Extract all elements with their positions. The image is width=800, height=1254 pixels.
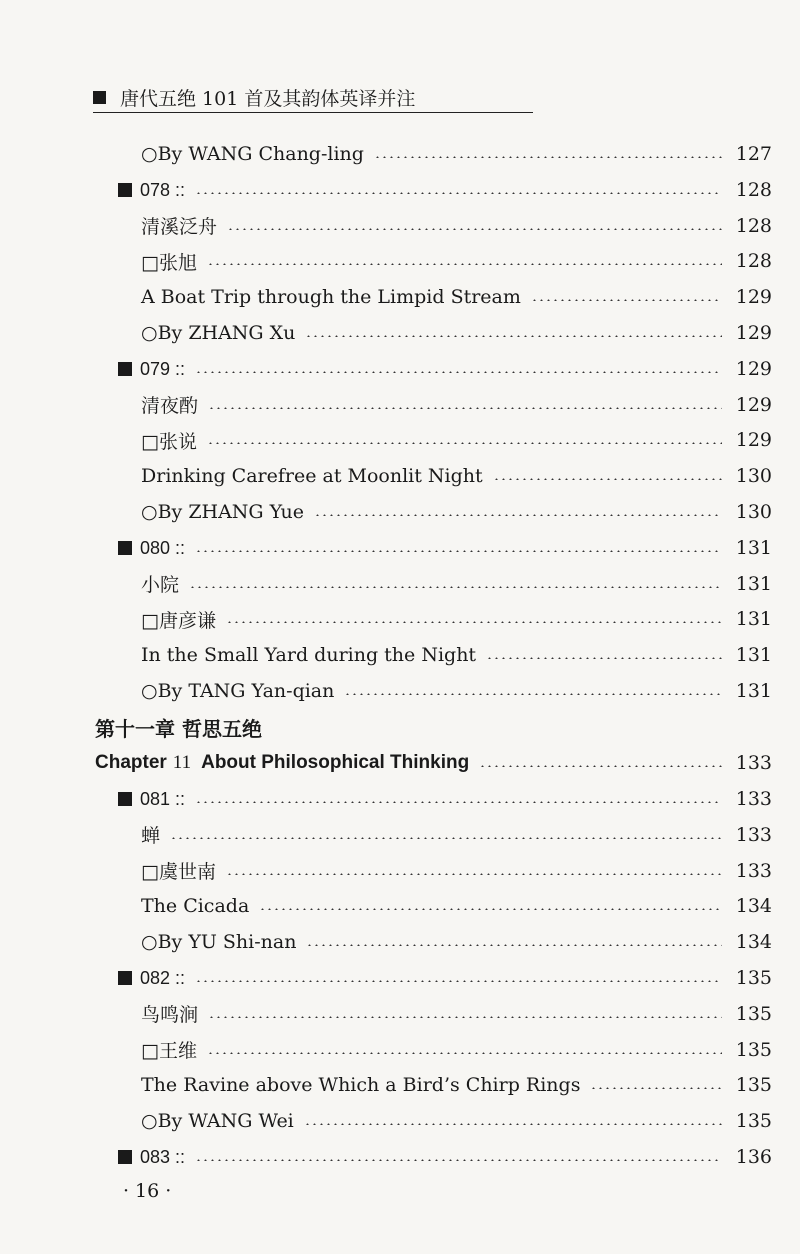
page-number: 128	[735, 178, 772, 201]
toc-entry-label: Drinking Carefree at Moonlit Night	[141, 465, 483, 488]
page-number: 130	[735, 501, 772, 523]
toc-entry-label: 078 ::	[118, 179, 185, 201]
toc-entry-label: ○By ZHANG Xu	[141, 322, 296, 344]
dot-leader	[374, 156, 722, 158]
dot-leader	[304, 1123, 722, 1125]
page-number: 134	[735, 931, 772, 954]
page-number: 136	[735, 1146, 772, 1168]
dot-leader	[259, 908, 722, 910]
toc-entry-label: ○By TANG Yan-qian	[141, 680, 335, 702]
toc-entry-label: 079 ::	[118, 358, 185, 380]
dot-leader	[170, 837, 722, 839]
page-number: 128	[735, 214, 772, 237]
toc-entry-label: ○By YU Shi-nan	[141, 931, 297, 954]
dot-leader	[207, 1052, 722, 1054]
toc-entry-label: 蝉	[141, 825, 161, 848]
dot-leader	[314, 514, 722, 516]
dot-leader	[195, 980, 722, 982]
toc-entry[interactable]	[141, 568, 772, 600]
toc-entry[interactable]	[141, 998, 772, 1030]
toc-entry[interactable]	[141, 281, 772, 313]
chapter-title-en: Chapter 11 About Philosophical Thinking	[95, 752, 470, 773]
toc-entry-label: 080 ::	[118, 537, 185, 559]
page-number: 131	[735, 536, 772, 559]
page-number: 133	[735, 788, 772, 810]
page-number: 135	[735, 967, 772, 989]
square-bullet-icon	[118, 183, 132, 197]
dot-leader	[195, 801, 722, 803]
toc-entry[interactable]	[141, 317, 772, 349]
toc-entry[interactable]	[141, 855, 772, 887]
toc-entry-number[interactable]	[118, 532, 772, 564]
square-bullet-icon	[118, 971, 132, 985]
page-number: 129	[735, 429, 772, 452]
toc-entry[interactable]	[141, 926, 772, 958]
dot-leader	[344, 693, 722, 695]
toc-entry-label: The Ravine above Which a Bird’s Chirp Rings	[141, 1074, 581, 1097]
toc-entry-label: □张说	[141, 430, 197, 453]
page-number: 129	[735, 357, 772, 380]
dot-leader	[195, 1159, 722, 1161]
page-number: 133	[735, 752, 772, 774]
footer-page-number: 16	[135, 1180, 160, 1202]
toc-entry-label: ○By ZHANG Yue	[141, 501, 305, 523]
toc-entry[interactable]	[141, 603, 772, 635]
running-header	[93, 82, 533, 113]
dot-leader	[531, 299, 722, 301]
toc-entry[interactable]	[141, 210, 772, 242]
square-bullet-icon	[118, 541, 132, 555]
page-footer: · 16 ·	[123, 1180, 172, 1202]
dot-leader	[208, 407, 722, 409]
dot-leader	[479, 765, 722, 767]
dot-leader	[189, 586, 722, 588]
page-number: 135	[735, 1074, 772, 1097]
page-number: 130	[735, 465, 772, 488]
dot-leader	[486, 657, 722, 659]
chapter-title-cn: 第十一章 哲思五绝	[95, 717, 262, 741]
toc-entry-label: 081 ::	[118, 788, 185, 810]
toc-entry-label: A Boat Trip through the Limpid Stream	[141, 286, 521, 309]
toc-entry-label: □张旭	[141, 251, 197, 274]
header-title: 唐代五绝 101 首及其韵体英译并注	[120, 87, 416, 110]
toc-entry[interactable]	[141, 389, 772, 421]
page-number: 128	[735, 250, 772, 273]
square-bullet-icon	[93, 91, 106, 104]
page-number: 133	[735, 859, 772, 882]
page-number: 135	[735, 1038, 772, 1061]
dot-leader	[195, 371, 722, 373]
chapter-title-en-entry[interactable]	[95, 747, 772, 779]
dot-leader	[493, 478, 722, 480]
page-number: 133	[735, 823, 772, 846]
page-number: 129	[735, 393, 772, 416]
toc-entry-label: 小院	[141, 574, 180, 597]
toc-entry[interactable]	[141, 639, 772, 671]
square-bullet-icon	[118, 792, 132, 806]
toc-entry[interactable]	[141, 1034, 772, 1066]
toc-entry-number[interactable]	[118, 783, 772, 815]
toc-entry[interactable]	[141, 496, 772, 528]
dot-leader	[195, 550, 722, 552]
dot-leader	[226, 873, 722, 875]
page-number: 129	[735, 286, 772, 309]
dot-leader	[207, 442, 722, 444]
toc-entry-label: 清溪泛舟	[141, 216, 218, 239]
page-number: 131	[735, 572, 772, 595]
toc-entry[interactable]	[141, 1105, 772, 1137]
toc-entry-label: □王维	[141, 1040, 197, 1063]
toc-entry-label: 083 ::	[118, 1146, 185, 1168]
toc-entry[interactable]	[141, 138, 772, 170]
dot-leader	[207, 263, 722, 265]
dot-leader	[305, 335, 722, 337]
page-number: 127	[735, 143, 772, 165]
toc-entry[interactable]	[141, 245, 772, 277]
toc-entry[interactable]	[141, 424, 772, 456]
toc-entry[interactable]	[141, 675, 772, 707]
toc-entry-label: □虞世南	[141, 861, 216, 884]
dot-leader	[226, 621, 722, 623]
page-number: 131	[735, 644, 772, 667]
dot-leader	[227, 228, 722, 230]
toc-entry-number[interactable]	[118, 174, 772, 206]
toc-entry-label: In the Small Yard during the Night	[141, 644, 477, 667]
toc-entry-label: ○By WANG Chang-ling	[141, 143, 364, 165]
toc-entry-number[interactable]	[118, 353, 772, 385]
toc-entry-label: □唐彦谦	[141, 609, 216, 632]
page-number: 135	[735, 1002, 772, 1025]
toc-entry[interactable]	[141, 890, 772, 922]
square-bullet-icon	[118, 1150, 132, 1164]
square-bullet-icon	[118, 362, 132, 376]
dot-leader	[208, 1016, 722, 1018]
toc-entry-label: The Cicada	[141, 895, 250, 918]
toc-entry-number[interactable]	[118, 1141, 772, 1173]
page-number: 135	[735, 1110, 772, 1133]
toc-entry-number[interactable]	[118, 962, 772, 994]
dot-leader	[590, 1087, 722, 1089]
toc-entry[interactable]	[141, 460, 772, 492]
page-number: 131	[735, 680, 772, 702]
page-number: 131	[735, 608, 772, 631]
toc-entry[interactable]	[141, 819, 772, 851]
toc-entry-label: 清夜酌	[141, 395, 199, 418]
toc-entry[interactable]	[141, 1069, 772, 1101]
page-number: 134	[735, 895, 772, 918]
page-number: 129	[735, 322, 772, 344]
toc-entry-label: 鸟鸣涧	[141, 1004, 199, 1027]
dot-leader	[306, 944, 722, 946]
dot-leader	[195, 192, 722, 194]
toc-entry-label: 082 ::	[118, 967, 185, 989]
toc-entry-label: ○By WANG Wei	[141, 1110, 294, 1133]
